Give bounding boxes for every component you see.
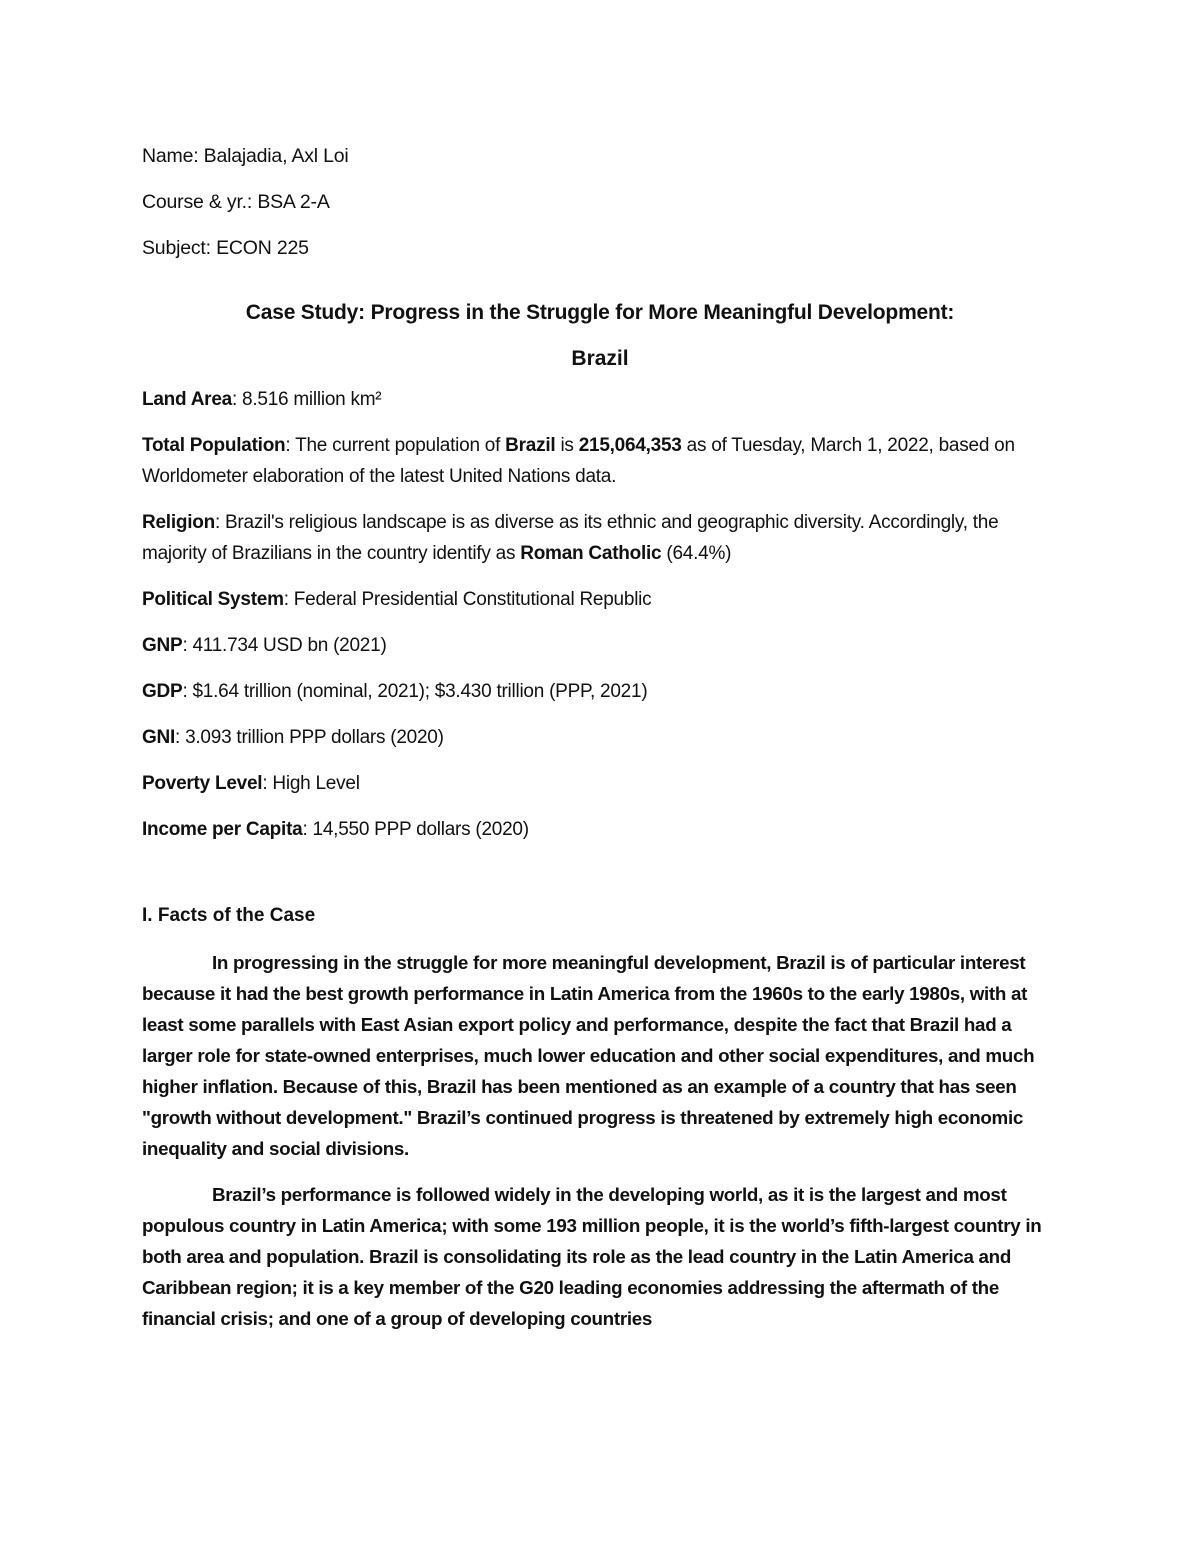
fact-value: : 8.516 million km² [231, 389, 382, 410]
case-study-title: Case Study: Progress in the Struggle for More Meaningful Development: [245, 301, 955, 324]
fact-label: Religion [142, 512, 215, 533]
fact-label: Land Area [142, 389, 232, 410]
section-heading: I. Facts of the Case [142, 905, 316, 926]
fact-income-per-capita [142, 814, 1058, 845]
fact-land-area [142, 384, 1058, 415]
fact-text: is [555, 435, 579, 456]
fact-value: : High Level [262, 773, 360, 794]
subject: Subject: ECON 225 [142, 237, 309, 259]
fact-political-system [142, 584, 1058, 615]
fact-gnp [142, 630, 1058, 661]
fact-value: : $1.64 trillion (nominal, 2021); $3.430 trillion (PPP, 2021) [182, 681, 648, 702]
fact-highlight: Roman Catholic [520, 543, 662, 564]
fact-country: Brazil [505, 435, 556, 456]
fact-value: : 411.734 USD bn (2021) [182, 635, 387, 656]
fact-religion [142, 507, 1058, 569]
fact-gdp [142, 676, 1058, 707]
fact-total-population [142, 430, 1058, 492]
fact-poverty-level [142, 768, 1058, 799]
fact-population-number: 215,064,353 [578, 435, 682, 456]
student-name: Name: Balajadia, Axl Loi [142, 145, 349, 167]
fact-label: Poverty Level [142, 773, 263, 794]
fact-text: : Brazil's religious landscape is as diverse as its ethnic and geographic diversity. Accordingly, the majority of Brazilians in the country identify as [142, 512, 999, 564]
fact-value: : Federal Presidential Constitutional Republic [283, 589, 652, 610]
body-paragraph: In progressing in the struggle for more meaningful development, Brazil is of particular interest because it had the best growth performance in Latin America from the 1960s to the early 1980s, with at least some parallels with East Asian export policy and performance, despite the fact that Brazil had a larger role for state-owned enterprises, much lower education and other social expenditures, and much higher inflation. Because of this, Brazil has been mentioned as an example of a country that has seen "growth without development." Brazil’s continued progress is threatened by extremely high economic inequality and social divisions. [142, 952, 1035, 1159]
fact-value: : 14,550 PPP dollars (2020) [302, 819, 529, 840]
fact-gni [142, 722, 1058, 753]
fact-value: : 3.093 trillion PPP dollars (2020) [175, 727, 444, 748]
fact-text: (64.4%) [661, 543, 732, 564]
fact-text: as of Tuesday, March 1, 2022, based on Worldometer elaboration of the latest United Nations data. [142, 435, 1015, 487]
fact-label: Total Population [142, 435, 286, 456]
fact-label: GNP [142, 635, 183, 656]
fact-label: GNI [142, 727, 176, 748]
fact-label: Political System [142, 589, 284, 610]
fact-label: GDP [142, 681, 183, 702]
course-year: Course & yr.: BSA 2-A [142, 191, 330, 213]
country-title: Brazil [571, 347, 629, 370]
fact-text: : The current population of [285, 435, 506, 456]
body-paragraph: Brazil’s performance is followed widely in the developing world, as it is the largest and most populous country in Latin America; with some 193 million people, it is the world’s fifth-largest country in both area and population. Brazil is consolidating its role as the lead country in the Latin America and Caribbean region; it is a key member of the G20 leading economies addressing the aftermath of the financial crisis; and one of a group of developing countries [142, 1184, 1042, 1329]
document-content [142, 140, 1058, 1349]
fact-label: Income per Capita [142, 819, 303, 840]
